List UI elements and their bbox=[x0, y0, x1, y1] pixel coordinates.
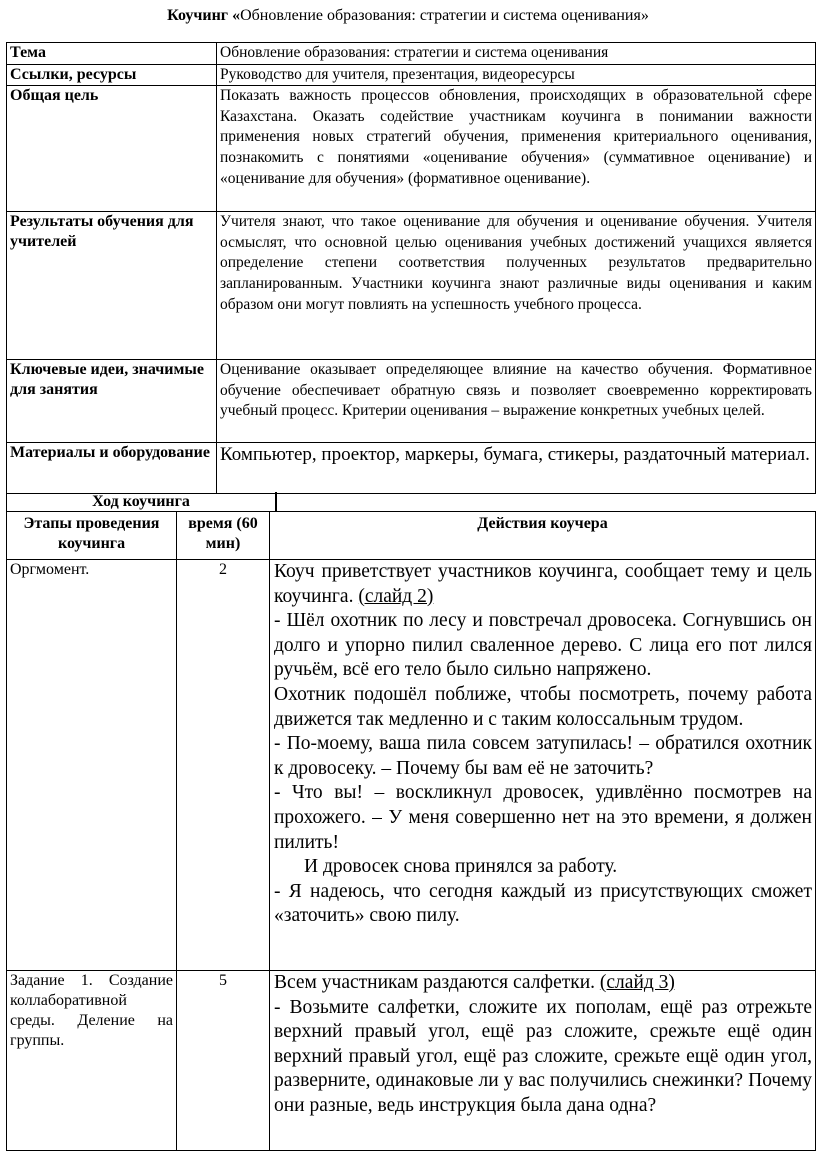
info-label: Общая цель bbox=[7, 86, 217, 212]
stage-cell: Оргмомент. bbox=[7, 560, 177, 971]
info-value: Учителя знают, что такое оценивание для обучения и оценивание обучения. Учителя осмыслят, что основной целью оценивания учебных достижений учащихся является определение степени соответствия полученных результатов предварительно запланированным. Участники коучинга знают различные виды оценивания и каким образом они могут повлиять на успешность учебного процесса. bbox=[217, 212, 816, 360]
section-heading: Ход коучинга bbox=[6, 492, 276, 511]
action-paragraph: - Шёл охотник по лесу и повстречал дровосека. Согнувшись он долго и упорно пилил сваленное дерево. С лица его пот лился ручьём, всё его тело было сильно напряжено. bbox=[274, 610, 812, 681]
coaching-steps-table bbox=[6, 511, 816, 1151]
lesson-info-table bbox=[6, 42, 816, 494]
info-value: Компьютер, проектор, маркеры, бумага, стикеры, раздаточный материал. bbox=[217, 443, 816, 494]
info-row bbox=[7, 86, 816, 212]
action-paragraph bbox=[274, 560, 812, 609]
actions-header: Действия коучера bbox=[270, 512, 816, 560]
actions-cell bbox=[270, 560, 816, 971]
info-row bbox=[7, 360, 816, 443]
action-text: Коуч приветствует участников коучинга, сообщает тему и цель коучинга. bbox=[274, 561, 812, 607]
actions-cell bbox=[270, 971, 816, 1151]
info-row bbox=[7, 212, 816, 360]
title-end: » bbox=[640, 7, 649, 24]
document-title bbox=[0, 6, 816, 26]
info-value: Обновление образования: стратегии и система оценивания bbox=[217, 43, 816, 65]
action-paragraph: И дровосек снова принялся за работу. bbox=[304, 856, 618, 878]
stage-cell: Задание 1. Создание коллаборативной среды. Деление на группы. bbox=[7, 971, 177, 1151]
time-cell: 5 bbox=[177, 971, 270, 1151]
info-value: Руководство для учителя, презентация, видеоресурсы bbox=[217, 64, 816, 86]
info-value: Показать важность процессов обновления, происходящих в образовательной сфере Казахстана. Оказать содействие участникам коучинга в понимании важности применения новых стратегий обучения, применения критериального оценивания, познакомить с понятиями «оценивание обучения» (суммативное оценивание) и «оценивание для обучения» (формативное оценивание). bbox=[217, 86, 816, 212]
info-label: Тема bbox=[7, 43, 217, 65]
stage-header: Этапы проведения коучинга bbox=[7, 512, 177, 560]
time-header: время (60 мин) bbox=[177, 512, 270, 560]
action-paragraph: Охотник подошёл поближе, чтобы посмотреть, почему работа движется так медленно и с таким колоссальным трудом. bbox=[274, 683, 812, 730]
info-label: Ссылки, ресурсы bbox=[7, 64, 217, 86]
action-paragraph: - Возьмите салфетки, сложите их пополам, ещё раз отрежьте верхний правый угол, ещё раз сложите, срежьте ещё один верхний правый угол, ещё раз сложите, срежьте ещё один угол, разверните, одинаковые ли у вас получились снежинки? Почему они разные, ведь инструкция была дана одна? bbox=[274, 996, 812, 1116]
info-label: Результаты обучения для учителей bbox=[7, 212, 217, 360]
info-row bbox=[7, 64, 816, 86]
action-paragraph: - По-моему, ваша пила совсем затупилась! – обратился охотник к дровосеку. – Почему бы вам её не заточить? bbox=[274, 733, 812, 779]
time-cell: 2 bbox=[177, 560, 270, 971]
section-divider bbox=[276, 492, 816, 511]
slide-link[interactable]: (слайд 3) bbox=[599, 972, 675, 993]
action-paragraph: - Что вы! – воскликнул дровосек, удивлённо посмотрев на прохожего. – У меня совершенно нет на это времени, я должен пилить! bbox=[274, 782, 812, 853]
table-row bbox=[7, 971, 816, 1151]
table-row bbox=[7, 560, 816, 971]
title-text: Обновление образования: стратегии и система оценивания bbox=[240, 7, 641, 24]
info-label: Ключевые идеи, значимые для занятия bbox=[7, 360, 217, 443]
info-value: Оценивание оказывает определяющее влияние на качество обучения. Формативное обучение обеспечивает обратную связь и позволяет своевременно корректировать учебный процесс. Критерии оценивания – выражение конкретных учебных целей. bbox=[217, 360, 816, 443]
action-paragraph bbox=[274, 971, 812, 996]
title-prefix: Коучинг « bbox=[167, 7, 241, 24]
action-text: Всем участникам раздаются салфетки. bbox=[274, 972, 600, 993]
header-row bbox=[7, 512, 816, 560]
info-row bbox=[7, 43, 816, 65]
slide-link[interactable]: (слайд 2) bbox=[358, 585, 434, 607]
info-row bbox=[7, 443, 816, 494]
info-label: Материалы и оборудование bbox=[7, 443, 217, 494]
action-paragraph: - Я надеюсь, что сегодня каждый из присутствующих сможет «заточить» свою пилу. bbox=[274, 880, 812, 927]
